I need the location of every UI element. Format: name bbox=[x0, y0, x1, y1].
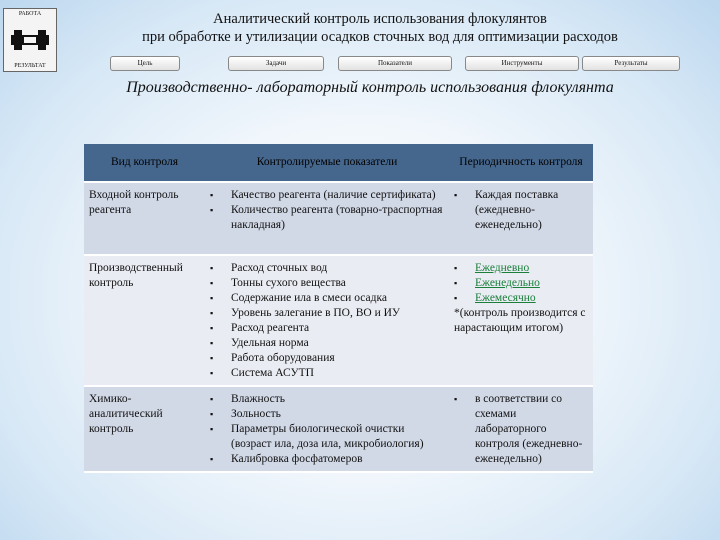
list-item: ▪ Расход реагента bbox=[210, 321, 444, 336]
list-item: ▪ Содержание ила в смеси осадка bbox=[210, 291, 444, 306]
list-item: ▪ в соответствии со схемами лабораторного контроля (ежедневно-еженедельно) bbox=[454, 392, 588, 467]
logo-emblem-icon bbox=[10, 27, 50, 53]
list-item: ▪ Качество реагента (наличие сертификата) bbox=[210, 188, 444, 203]
indicators-cell bbox=[205, 182, 449, 255]
header-indicators: Контролируемые показатели bbox=[205, 144, 449, 182]
periodicity-cell bbox=[449, 182, 593, 255]
periodicity-note: *(контроль производится с нарастающим итогом) bbox=[454, 307, 586, 334]
tab-tasks[interactable]: Задачи bbox=[228, 56, 324, 71]
list-item: ▪ Система АСУТП bbox=[210, 366, 444, 381]
list-item[interactable]: ▪ Ежедневно bbox=[454, 261, 588, 276]
list-item: ▪ Каждая поставка (ежедневно-еженедельно) bbox=[454, 188, 588, 233]
tab-results[interactable]: Результаты bbox=[582, 56, 680, 71]
list-item: ▪ Количество реагента (товарно-траспортная накладная) bbox=[210, 203, 444, 233]
page-title bbox=[80, 10, 680, 46]
logo-top-text: РАБОТА bbox=[18, 11, 42, 17]
header-periodicity: Периодичность контроля bbox=[449, 144, 593, 182]
indicators-cell bbox=[205, 386, 449, 472]
table-row bbox=[84, 182, 593, 255]
control-table bbox=[84, 144, 593, 473]
periodicity-cell bbox=[449, 255, 593, 386]
periodicity-cell bbox=[449, 386, 593, 472]
table-row bbox=[84, 386, 593, 472]
logo bbox=[3, 8, 57, 72]
logo-bottom-text: РЕЗУЛЬТАТ bbox=[14, 63, 46, 69]
tab-indicators[interactable]: Показатели bbox=[338, 56, 452, 71]
list-item: ▪ Уровень залегание в ПО, ВО и ИУ bbox=[210, 306, 444, 321]
tab-tools[interactable]: Инструменты bbox=[465, 56, 579, 71]
header-control-type: Вид контроля bbox=[84, 144, 205, 182]
list-item: ▪ Параметры биологической очистки (возраст ила, доза ила, микробиология) bbox=[210, 422, 444, 452]
title-line-1: Аналитический контроль использования флокулянтов bbox=[213, 11, 547, 27]
list-item[interactable]: ▪ Ежемесячно bbox=[454, 291, 588, 306]
list-item: ▪ Калибровка фосфатомеров bbox=[210, 452, 444, 467]
control-type-cell: Входной контроль реагента bbox=[84, 182, 205, 255]
list-item: ▪ Влажность bbox=[210, 392, 444, 407]
list-item: ▪ Работа оборудования bbox=[210, 351, 444, 366]
control-type-cell: Производственный контроль bbox=[84, 255, 205, 386]
list-item: ▪ Расход сточных вод bbox=[210, 261, 444, 276]
tab-goal[interactable]: Цель bbox=[110, 56, 180, 71]
list-item[interactable]: ▪ Еженедельно bbox=[454, 276, 588, 291]
section-subtitle: Производственно- лабораторный контроль использования флокулянта bbox=[126, 79, 614, 96]
list-item: ▪ Тонны сухого вещества bbox=[210, 276, 444, 291]
table-header-row bbox=[84, 144, 593, 182]
list-item: ▪ Удельная норма bbox=[210, 336, 444, 351]
control-type-cell: Химико-аналитический контроль bbox=[84, 386, 205, 472]
indicators-cell bbox=[205, 255, 449, 386]
step-tabs bbox=[110, 56, 680, 70]
table-row bbox=[84, 255, 593, 386]
title-line-2: при обработке и утилизации осадков сточных вод для оптимизации расходов bbox=[142, 29, 618, 45]
list-item: ▪ Зольность bbox=[210, 407, 444, 422]
